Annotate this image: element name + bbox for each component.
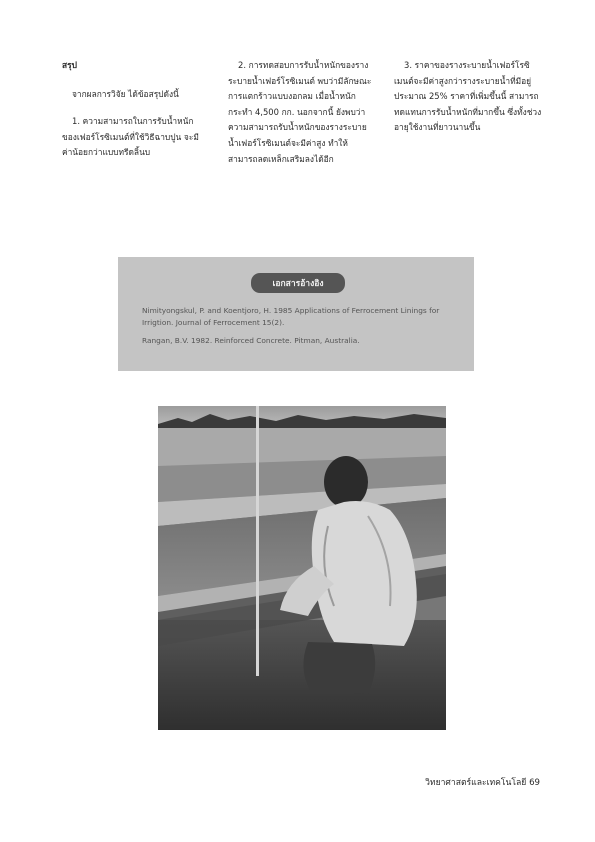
reference-entry: Nimityongskul, P. and Koentjoro, H. 1985 Applications of Ferrocement Linings for Irrigtion. Journal of Ferrocement 15(2). [142, 306, 440, 327]
intro-text: จากผลการวิจัย ได้ข้อสรุปดังนี้ [72, 88, 179, 99]
page-footer: วิทยาศาสตร์และเทคโนโลยี 69 [425, 778, 540, 788]
conclusion-item-2: 2. การทดสอบการรับน้ำหนักของรางระบายน้ำเฟอร์โรซิเมนต์ พบว่ามีลักษณะการแตกร้าวแบบงอกลม เมื่อน้ำหนักกระทำ 4,500 กก. นอกจากนี้ ยังพบว่า ความสามารถรับน้ำหนักของรางระบายน้ำเฟอร์โรซิเมนต์จะมีค่าสูง ทำให้สามารถลดเหล็กเสริมลงได้อีก [228, 60, 372, 164]
photo-man-by-canal [158, 406, 446, 730]
conclusion-item-1: 1. ความสามารถในการรับน้ำหนักของเฟอร์โรซิเมนต์ที่ใช้วิธีฉาบปูน จะมีค่าน้อยกว่าแบบทรีดลิ้นบ [62, 116, 199, 158]
column-left [62, 58, 208, 161]
references-box [118, 257, 474, 371]
references-title: เอกสารอ้างอิง [251, 273, 346, 293]
reference-entry: Rangan, B.V. 1982. Reinforced Concrete. Pitman, Australia. [142, 336, 360, 345]
column-middle [228, 58, 374, 167]
conclusion-item-3: 3. ราคาของรางระบายน้ำเฟอร์โรซิเมนต์จะมีค่าสูงกว่ารางระบายน้ำที่มีอยู่ ประมาณ 25% ราคาที่เพิ่มขึ้นนี้ สามารถทดแทนการรับน้ำหนักที่มากขึ้น ซึ่งทั้งช่วงอายุใช้งานที่ยาวนานขึ้น [394, 60, 542, 133]
measuring-pole [256, 406, 259, 676]
photo-illustration [158, 406, 446, 730]
references-title-wrap [142, 271, 454, 293]
column-right [394, 58, 542, 136]
section-heading: สรุป [62, 60, 77, 70]
